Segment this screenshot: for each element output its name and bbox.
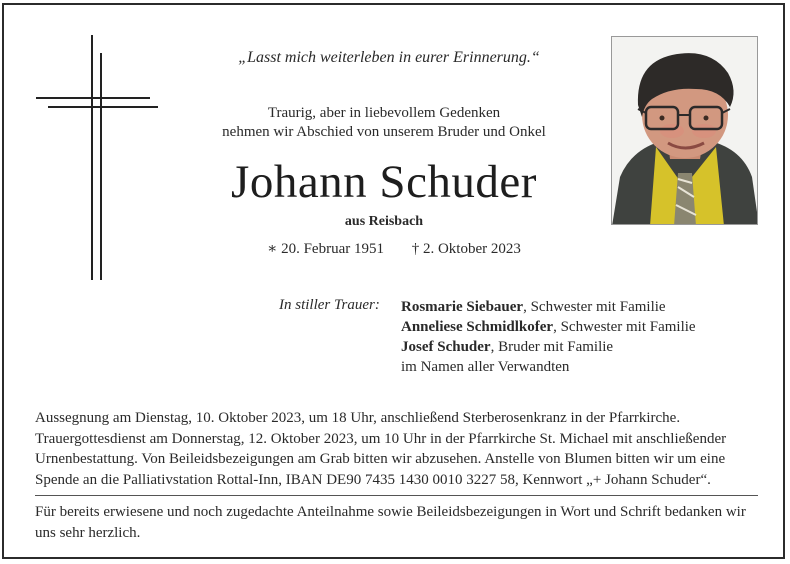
mourners-list	[401, 297, 696, 377]
list-item	[401, 317, 696, 337]
portrait-photo	[611, 36, 758, 225]
mourner-relation: , Schwester mit Familie	[523, 299, 666, 315]
deceased-name: Johann Schuder	[231, 156, 537, 208]
mourner-name: Josef Schuder	[401, 339, 491, 355]
death-date: † 2. Oktober 2023	[411, 241, 521, 257]
mourner-relation: , Bruder mit Familie	[490, 339, 614, 355]
mourner-relation: , Schwester mit Familie	[553, 319, 696, 335]
mourner-name: Rosmarie Siebauer	[401, 299, 524, 315]
memorial-quote: „Lasst mich weiterleben in eurer Erinnerung.“	[238, 49, 540, 66]
intro-text	[194, 104, 574, 142]
obituary-card	[2, 3, 785, 559]
list-item	[401, 337, 696, 357]
intro-line: Traurig, aber in liebevollem Gedenken	[267, 105, 501, 121]
thanks-text: Für bereits erwiesene und noch zugedachte Anteilnahme sowie Beileidsbezeigungen in Wort und Schrift bedanken wir uns sehr herzlich.	[35, 504, 746, 541]
intro-line: nehmen wir Abschied von unserem Bruder und Onkel	[222, 124, 546, 140]
life-dates	[204, 239, 584, 258]
divider	[35, 495, 758, 496]
deceased-origin: aus Reisbach	[344, 214, 424, 229]
cross-icon	[36, 35, 161, 285]
mourner-name: Anneliese Schmidlkofer	[401, 319, 554, 335]
mourners-label: In stiller Trauer:	[279, 297, 380, 313]
list-item	[401, 297, 696, 317]
mourners-footer: im Namen aller Verwandten	[401, 359, 570, 375]
funeral-details: Aussegnung am Dienstag, 10. Oktober 2023, um 18 Uhr, anschließend Sterberosenkranz in der Pfarrkirche. Trauergottesdienst am Donnerstag, 12. Oktober 2023, um 10 Uhr in der Pfarrkirche St. Michael mit anschließender Urnenbestattung. Von Beileidsbezeigungen am Grab bitten wir abzusehen. Anstelle von Blumen bitten wir um eine Spende an die Palliativstation Rottal-Inn, IBAN DE90 7435 1430 0010 3227 58, Kennwort „+ Johann Schuder“.	[35, 410, 727, 488]
birth-date: ∗ 20. Februar 1951	[267, 241, 384, 257]
